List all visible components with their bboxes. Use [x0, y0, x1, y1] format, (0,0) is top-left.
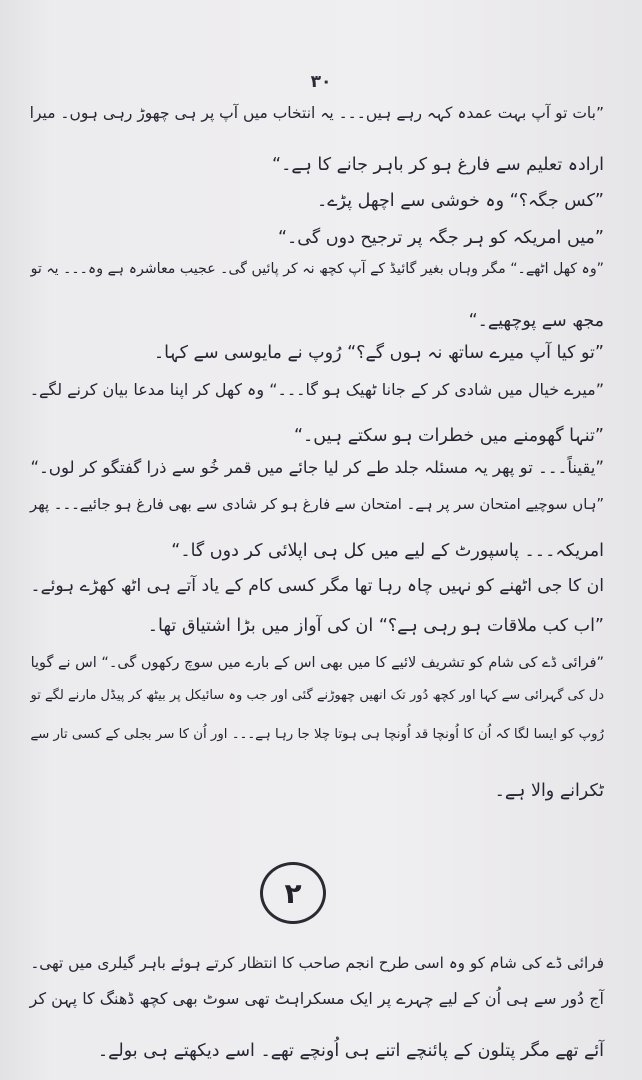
text-line-21: آئے تھے مگر پتلون کے پائنچے اتنے ہی اُونچے تھے۔ اسے دیکھتے ہی بولے۔ — [97, 1041, 604, 1061]
text-line-12: امریکہ۔۔۔ پاسپورٹ کے لیے میں کل ہی اپلائی کر دوں گا۔“ — [171, 541, 604, 561]
text-line-3: ”کس جگہ؟“ وہ خوشی سے اچھل پڑے۔ — [317, 191, 604, 211]
text-line-18: ٹکرانے والا ہے۔ — [494, 781, 604, 801]
text-line-4: ”میں امریکہ کو ہر جگہ پر ترجیح دوں گی۔“ — [277, 228, 604, 248]
text-line-8: ”میرے خیال میں شادی کر کے جانا ٹھیک ہو گا۔۔۔“ وہ کھل کر اپنا مدعا بیان کرنے لگے۔ — [29, 380, 604, 399]
text-line-17: رُوپ کو ایسا لگا کہ اُن کا اُونچا قد اُونچا ہی ہوتا چلا جا رہا ہے۔۔۔ اور اُن کا سر بجلی کے کسی تار سے — [30, 727, 604, 742]
text-line-2: ارادہ تعلیم سے فارغ ہو کر باہر جانے کا ہے۔“ — [272, 155, 604, 175]
text-line-10: ”یقیناً۔۔۔ تو پھر یہ مسئلہ جلد طے کر لیا جائے میں قمر خُو سے ذرا گفتگو کر لوں۔“ — [30, 458, 604, 477]
text-line-14: ”اب کب ملاقات ہو رہی ہے؟“ ان کی آواز میں بڑا اشتیاق تھا۔ — [147, 616, 604, 636]
text-line-9: ”تنہا گھومنے میں خطرات ہو سکتے ہیں۔“ — [293, 426, 604, 446]
text-line-13: ان کا جی اٹھنے کو نہیں چاہ رہا تھا مگر کسی کام کے یاد آتے ہی اٹھ کھڑے ہوئے۔ — [30, 576, 604, 596]
text-line-11: ”ہاں سوچیے امتحان سر پر ہے۔ امتحان سے فارغ ہو کر شادی سے بھی فارغ ہو جائیے۔۔۔ پھر — [30, 496, 604, 513]
text-line-7: ”تو کیا آپ میرے ساتھ نہ ہوں گے؟“ رُوپ نے مایوسی سے کہا۔ — [153, 343, 604, 363]
text-line-6: مجھ سے پوچھیے۔“ — [468, 311, 604, 331]
text-line-1: ”بات تو آپ بہت عمدہ کہہ رہے ہیں۔۔۔ یہ انتخاب میں آپ پر ہی چھوڑ رہی ہوں۔ میرا — [29, 104, 604, 122]
text-line-19: فرائی ڈے کی شام کو وہ اسی طرح انجم صاحب کا انتظار کرتے ہوئے باہر گیلری میں تھی۔ — [30, 954, 604, 972]
text-line-15: ”فرائی ڈے کی شام کو تشریف لائیے کا میں بھی اس کے بارے میں سوچ رکھوں گی۔“ اس نے گویا — [30, 655, 604, 671]
page-number: ۳۰ — [310, 72, 332, 92]
text-line-16: دل کی گہرائی سے کہا اور کچھ دُور تک انھیں چھوڑنے گئی اور جب وہ سائیکل پر بیٹھ کر پیڈل مارنے لگے تو — [30, 688, 604, 703]
text-line-20: آج دُور سے ہی اُن کے لیے چہرے پر ایک مسکراہٹ تھی سوٹ بھی کچھ ڈھنگ کا پہن کر — [29, 989, 604, 1008]
text-line-5: ”وہ کھل اٹھے۔“ مگر وہاں بغیر گائیڈ کے آپ کچھ نہ کر پائیں گی۔ عجیب معاشرہ ہے وہ۔۔۔ یہ تو — [30, 261, 604, 277]
chapter-number-circle: ۲ — [260, 862, 326, 924]
